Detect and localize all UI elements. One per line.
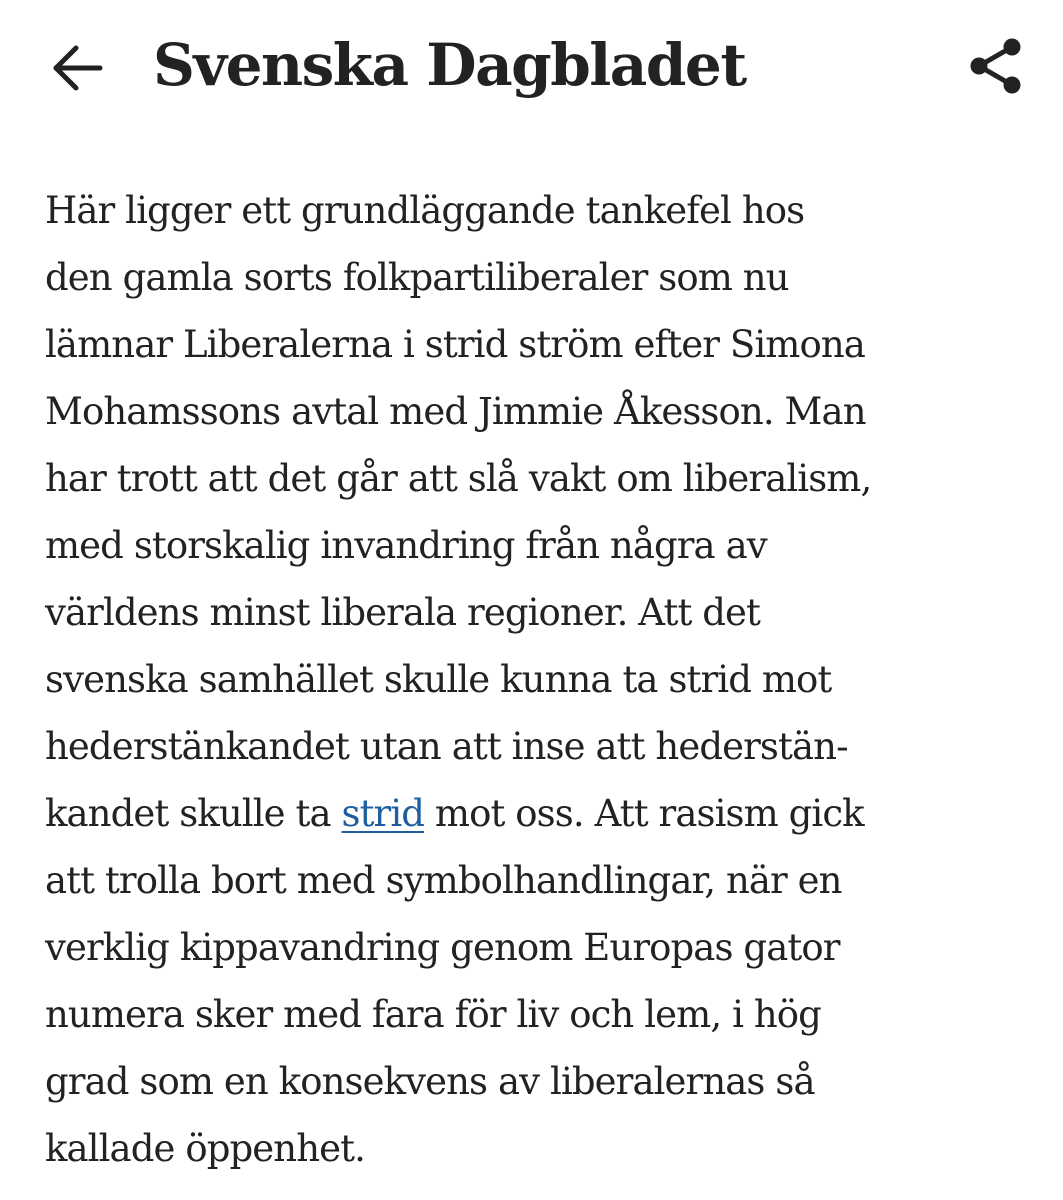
- article-body: [45, 177, 1035, 1182]
- article-text-segment: mot oss. Att rasism gick: [424, 792, 864, 835]
- back-button[interactable]: [52, 44, 104, 92]
- article-line: hederstänkandet utan att inse att hederstän-: [45, 725, 848, 768]
- article-line-with-link: [45, 780, 1035, 847]
- share-icon: [966, 36, 1026, 96]
- article-line: att trolla bort med symbolhandlingar, när en: [45, 859, 842, 902]
- share-button[interactable]: [966, 36, 1026, 96]
- article-paragraph: [45, 177, 1035, 1182]
- article-line: grad som en konsekvens av liberalernas så: [45, 1060, 815, 1103]
- article-line: den gamla sorts folkpartiliberaler som nu: [45, 256, 789, 299]
- article-text-segment: kandet skulle ta: [45, 792, 342, 835]
- article-line: svenska samhället skulle kunna ta strid mot: [45, 658, 832, 701]
- article-line: numera sker med fara för liv och lem, i hög: [45, 993, 821, 1036]
- article-line: Här ligger ett grundläggande tankefel hos: [45, 189, 805, 232]
- article-line: världens minst liberala regioner. Att det: [45, 591, 761, 634]
- app-title: Svenska Dagbladet: [153, 31, 746, 99]
- app-bar: [0, 0, 1063, 130]
- arrow-left-icon: [52, 44, 104, 92]
- article-line: kallade öppenhet.: [45, 1127, 365, 1170]
- article-line: har trott att det går att slå vakt om liberalism,: [45, 457, 872, 500]
- article-line: med storskalig invandring från några av: [45, 524, 767, 567]
- article-line: verklig kippavandring genom Europas gator: [45, 926, 840, 969]
- strid-link[interactable]: strid: [341, 792, 425, 835]
- article-line: lämnar Liberalerna i strid ström efter Simona: [45, 323, 865, 366]
- article-line: Mohamssons avtal med Jimmie Åkesson. Man: [45, 390, 866, 433]
